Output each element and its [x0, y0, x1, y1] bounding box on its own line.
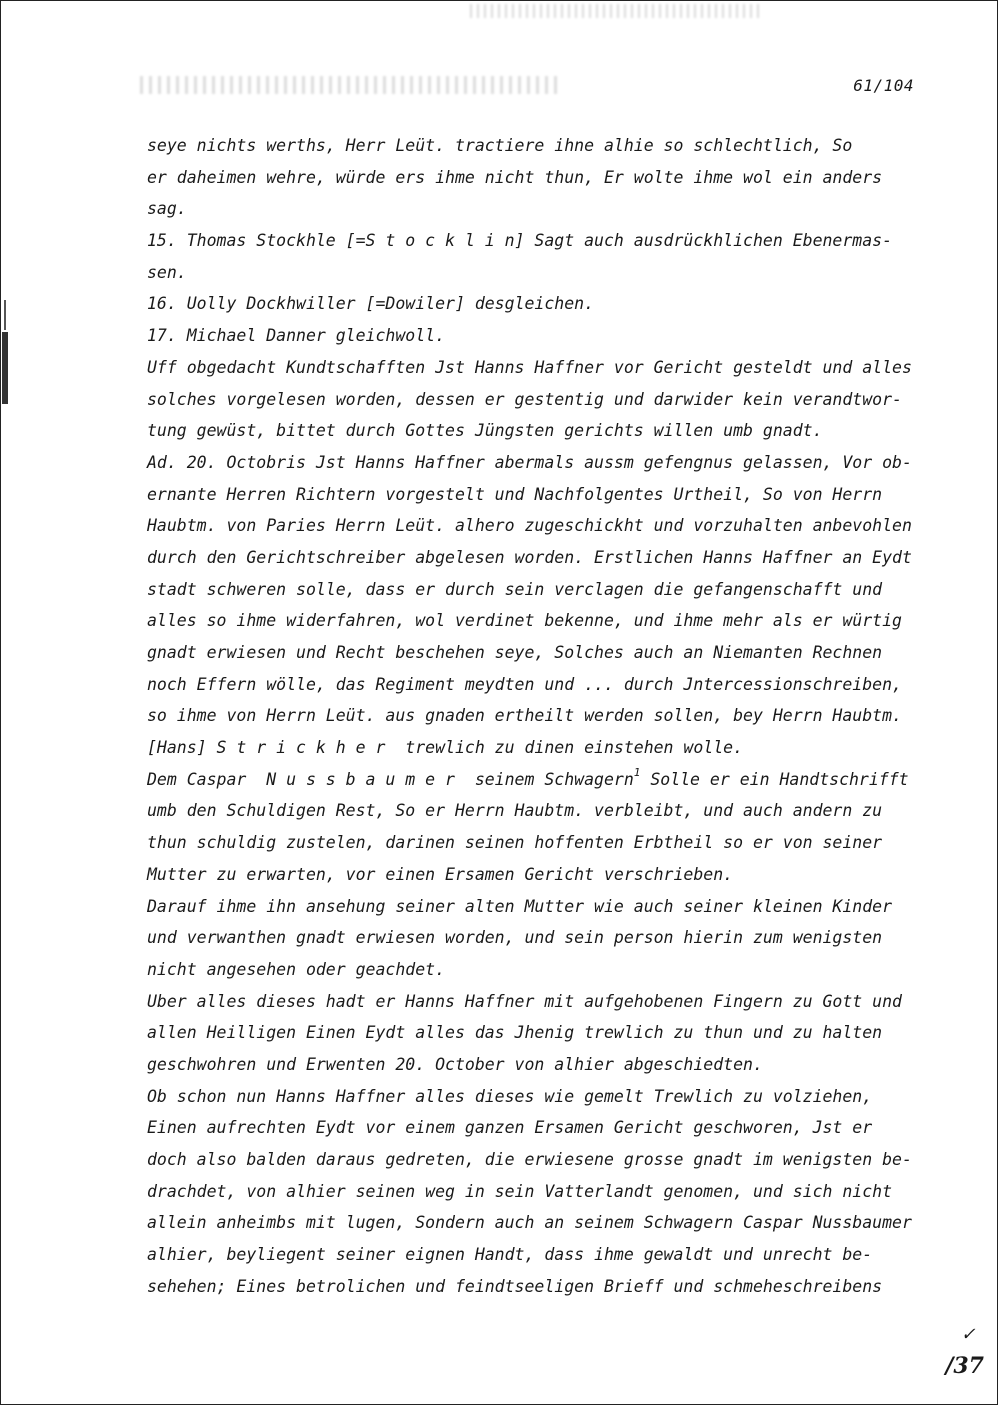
text-line: er daheimen wehre, würde ers ihme nicht thun, Er wolte ihme wol ein anders [147, 167, 883, 187]
text-line: 17. Michael Danner gleichwoll. [147, 326, 446, 346]
text-line: Ad. 20. Octobris Jst Hanns Haffner abermals aussm gefengnus gelassen, Vor ob- [147, 452, 912, 472]
text-line: solches vorgelesen worden, dessen er gestentig und darwider kein verandtwor- [147, 389, 902, 409]
text-line: Ob schon nun Hanns Haffner alles dieses wie gemelt Trewlich zu volziehen, [147, 1086, 873, 1106]
text-line: sen. [147, 262, 187, 282]
document-body [147, 130, 947, 1302]
footnote-marker: 1 [633, 765, 641, 779]
scan-smudge [470, 4, 760, 18]
text-line: 15. Thomas Stockhle [=S t o c k l i n] Sagt auch ausdrückhlichen Ebenermas- [147, 231, 893, 251]
text-line: Uber alles dieses hadt er Hanns Haffner mit aufgehobenen Fingern zu Gott und [147, 991, 902, 1011]
text-line: sehehen; Eines betrolichen und feindtseeligen Brieff und schmeheschreibens [147, 1276, 883, 1296]
text-line: allen Heilligen Einen Eydt alles das Jhenig trewlich zu thun und zu halten [147, 1023, 883, 1043]
text-line: und verwanthen gnadt erwiesen worden, und sein person hierin zum wenigsten [147, 928, 883, 948]
page-number: 61/104 [853, 76, 914, 95]
text-segment: Solle er ein Handtschrifft [640, 769, 909, 789]
text-line: 16. Uolly Dockhwiller [=Dowiler] desgleichen. [147, 294, 595, 314]
text-line: Haubtm. von Paries Herrn Leüt. alhero zugeschickht und vorzuhalten anbevohlen [147, 516, 912, 536]
text-line: durch den Gerichtschreiber abgelesen worden. Erstlichen Hanns Haffner an Eydt [147, 547, 912, 567]
text-line: geschwohren und Erwenten 20. October von alhier abgeschiedten. [147, 1054, 763, 1074]
text-line: thun schuldig zustelen, darinen seinen hoffenten Erbtheil so er von seiner [147, 833, 883, 853]
text-line: so ihme von Herrn Leüt. aus gnaden ertheilt werden sollen, bey Herrn Haubtm. [147, 706, 902, 726]
text-line: stadt schweren solle, dass er durch sein verclagen die gefangenschafft und [147, 579, 883, 599]
margin-tick [4, 300, 6, 330]
text-line: noch Effern wölle, das Regiment meydten und ... durch Jntercessionschreiben, [147, 674, 902, 694]
text-line: Einen aufrechten Eydt vor einem ganzen Ersamen Gericht geschworen, Jst er [147, 1118, 873, 1138]
text-line: Uff obgedacht Kundtschafften Jst Hanns Haffner vor Gericht gesteldt und alles [147, 357, 912, 377]
text-line: nicht angesehen oder geachdet. [147, 959, 446, 979]
text-line: tung gewüst, bittet durch Gottes Jüngsten gerichts willen umb gnadt. [147, 421, 823, 441]
text-segment: Dem Caspar N u s s b a u m e r seinem Schwagern [147, 769, 634, 789]
text-line: doch also balden daraus gedreten, die erwiesene grosse gnadt im wenigsten be- [147, 1150, 912, 1169]
text-line: sag. [147, 199, 187, 219]
text-line: alles so ihme widerfahren, wol verdinet bekenne, und ihme mehr als er würtig [147, 611, 902, 631]
text-line: seye nichts werths, Herr Leüt. tractiere ihne alhie so schlechtlich, So [147, 136, 853, 155]
handwritten-folio-number: /37 [945, 1353, 984, 1379]
text-line: [Hans] S t r i c k h e r trewlich zu dinen einstehen wolle. [147, 738, 744, 758]
text-line: Darauf ihme ihn ansehung seiner alten Mutter wie auch seiner kleinen Kinder [147, 896, 893, 916]
text-line: drachdet, von alhier seinen weg in sein Vatterlandt genomen, und sich nicht [147, 1181, 893, 1201]
check-mark-icon: ✓ [961, 1321, 974, 1345]
text-line-with-footnote [147, 764, 947, 796]
faded-header-text [140, 76, 560, 94]
text-line: allein anheimbs mit lugen, Sondern auch an seinem Schwagern Caspar Nussbaumer [147, 1213, 912, 1233]
margin-mark [2, 332, 8, 404]
text-line: alhier, beyliegent seiner eignen Handt, dass ihme gewaldt und unrecht be- [147, 1245, 873, 1265]
text-line: umb den Schuldigen Rest, So er Herrn Haubtm. verbleibt, und auch andern zu [147, 801, 883, 821]
text-line: ernante Herren Richtern vorgestelt und Nachfolgentes Urtheil, So von Herrn [147, 484, 883, 504]
text-line: Mutter zu erwarten, vor einen Ersamen Gericht verschrieben. [147, 864, 734, 884]
text-line: gnadt erwiesen und Recht beschehen seye, Solches auch an Niemanten Rechnen [147, 643, 883, 662]
